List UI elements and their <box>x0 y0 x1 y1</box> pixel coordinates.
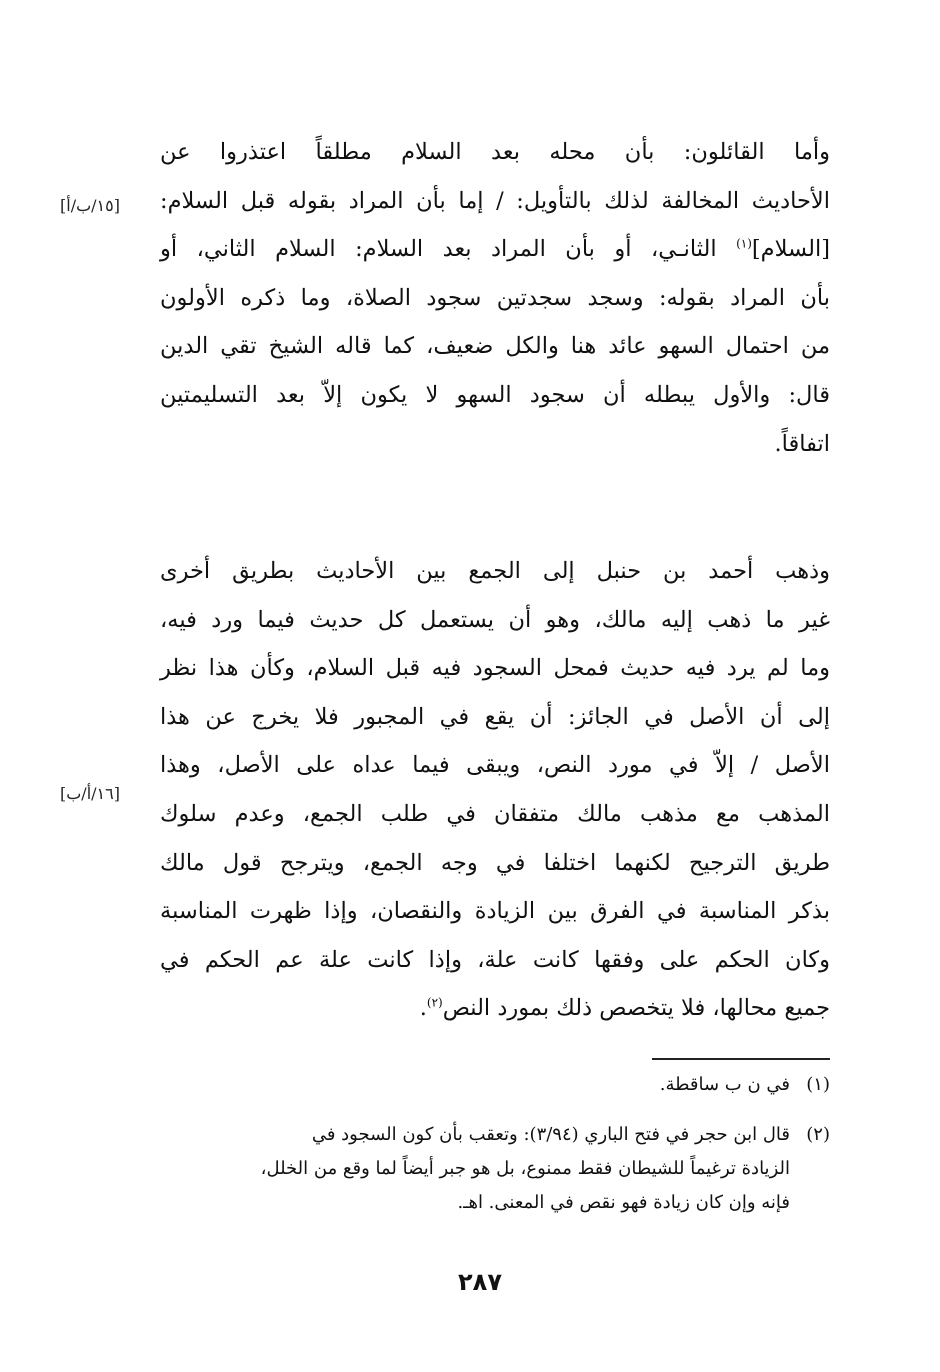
footnote-ref-2[interactable]: (٢) <box>426 995 443 1010</box>
paragraph-1 <box>160 128 830 468</box>
text-line: إلى أن الأصل في الجائز: أن يقع في المجبور فلا يخرج عن هذا <box>160 703 830 730</box>
text-line: الأحاديث المخالفة لذلك بالتأويل: / إما بأن المراد بقوله قبل السلام: <box>160 187 830 214</box>
footnote-line: الزيادة ترغيماً للشيطان فقط ممنوع، بل هو جبر أيضاً لما وقع من الخلل، <box>260 1158 790 1179</box>
paragraph-2 <box>160 547 830 1033</box>
text-line: بأن المراد بقوله: وسجد سجدتين سجود الصلاة، وما ذكره الأولون <box>160 284 830 311</box>
text-line: وذهب أحمد بن حنبل إلى الجمع بين الأحاديث بطريق أخرى <box>160 558 830 584</box>
text-line: من احتمال السهو عائد هنا والكل ضعيف، كما قاله الشيخ تقي الدين <box>160 333 830 360</box>
text-line: قال: والأول يبطله أن سجود السهو لا يكون إلاّ بعد التسليمتين <box>160 381 830 408</box>
text-line: بذكر المناسبة في الفرق بين الزيادة والنقصان، وإذا ظهرت المناسبة <box>160 898 830 925</box>
text-line: وما لم يرد فيه حديث فمحل السجود فيه قبل السلام، وكأن هذا نظر <box>160 655 830 682</box>
bracket-word: [السلام] <box>751 236 830 263</box>
footnote-separator <box>652 1058 830 1060</box>
footnote-2 <box>160 1118 830 1220</box>
margin-note-folio-15: [١٥/ب/أ] <box>60 196 120 215</box>
footnote-number: (٢) <box>806 1124 830 1145</box>
text-line: الأصل / إلاّ في مورد النص، ويبقى فيما عداه على الأصل، وهذا <box>160 752 830 779</box>
text-run: . <box>419 995 427 1022</box>
text-line: وكان الحكم على وفقها كانت علة، وإذا كانت علة عم الحكم في <box>160 946 830 973</box>
text-line: وأما القائلون: بأن محله بعد السلام مطلقاً اعتذروا عن <box>160 139 830 165</box>
footnote-ref-1[interactable]: (١) <box>736 236 752 251</box>
footnote-number: (١) <box>806 1074 830 1095</box>
footnote-body <box>170 1068 790 1102</box>
footnote-body <box>170 1118 790 1220</box>
text-line <box>160 225 830 274</box>
text-run: الثانـي، أو بأن المراد بعد السلام: السلام الثاني، أو <box>160 236 737 263</box>
footnote-1 <box>160 1068 830 1102</box>
page-number: ٢٨٧ <box>458 1268 502 1296</box>
footnote-line: في ن ب ساقطة. <box>659 1074 790 1095</box>
footnote-line: فإنه وإن كان زيادة فهو نقص في المعنى. اهـ. <box>457 1192 790 1213</box>
text-line: طريق الترجيح لكنهما اختلفا في وجه الجمع، ويترجح قول مالك <box>160 849 830 876</box>
margin-note-folio-16: [١٦/أ/ب] <box>60 784 120 803</box>
text-line: اتفاقاً. <box>774 430 830 457</box>
text-line: المذهب مع مذهب مالك متفقان في طلب الجمع، وعدم سلوك <box>160 800 830 827</box>
text-line: غير ما ذهب إليه مالك، وهو أن يستعمل كل حديث فيما ورد فيه، <box>160 606 830 633</box>
text-line <box>160 984 830 1033</box>
text-run: جميع محالها، فلا يتخصص ذلك بمورد النص <box>442 995 830 1022</box>
footnote-line: قال ابن حجر في فتح الباري (٣/٩٤): وتعقب بأن كون السجود في <box>311 1124 790 1145</box>
